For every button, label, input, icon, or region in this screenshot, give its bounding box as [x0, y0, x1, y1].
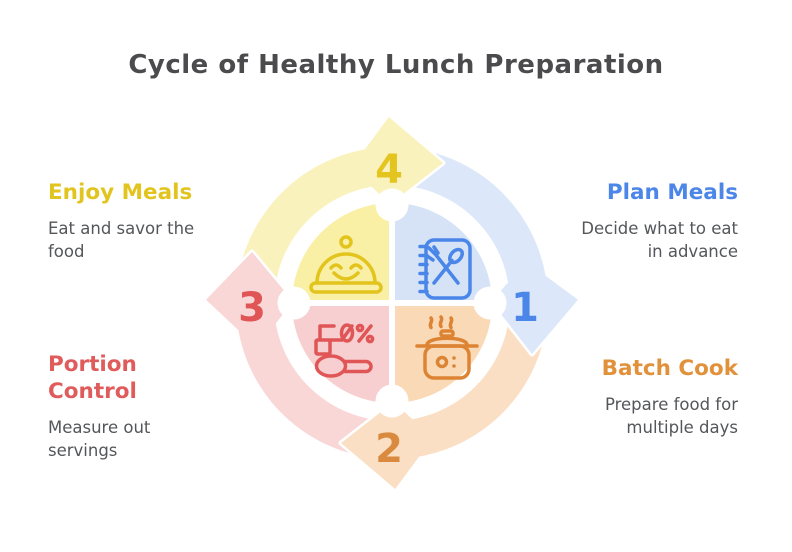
step-number-2: 2 — [375, 426, 403, 472]
step-description: Prepare food for multiple days — [604, 394, 738, 437]
step-block-plan-meals — [523, 180, 738, 263]
step-description: Decide what to eat in advance — [581, 218, 738, 261]
step-heading: Portion Control — [48, 352, 137, 404]
step-number-3: 3 — [238, 285, 266, 331]
page-title: Cycle of Healthy Lunch Preparation — [128, 50, 664, 80]
step-heading: Plan Meals — [606, 180, 738, 205]
cycle-diagram — [162, 73, 622, 533]
step-number-4: 4 — [375, 147, 403, 193]
step-block-batch-cook — [523, 356, 738, 439]
step-number-1: 1 — [511, 285, 539, 331]
step-heading: Batch Cook — [601, 356, 738, 381]
step-description: Eat and savor the food — [48, 218, 195, 261]
step-heading: Enjoy Meals — [48, 180, 193, 205]
step-description: Measure out servings — [48, 417, 151, 460]
step-block-enjoy-meals — [48, 180, 243, 263]
step-block-portion-control — [48, 352, 223, 462]
